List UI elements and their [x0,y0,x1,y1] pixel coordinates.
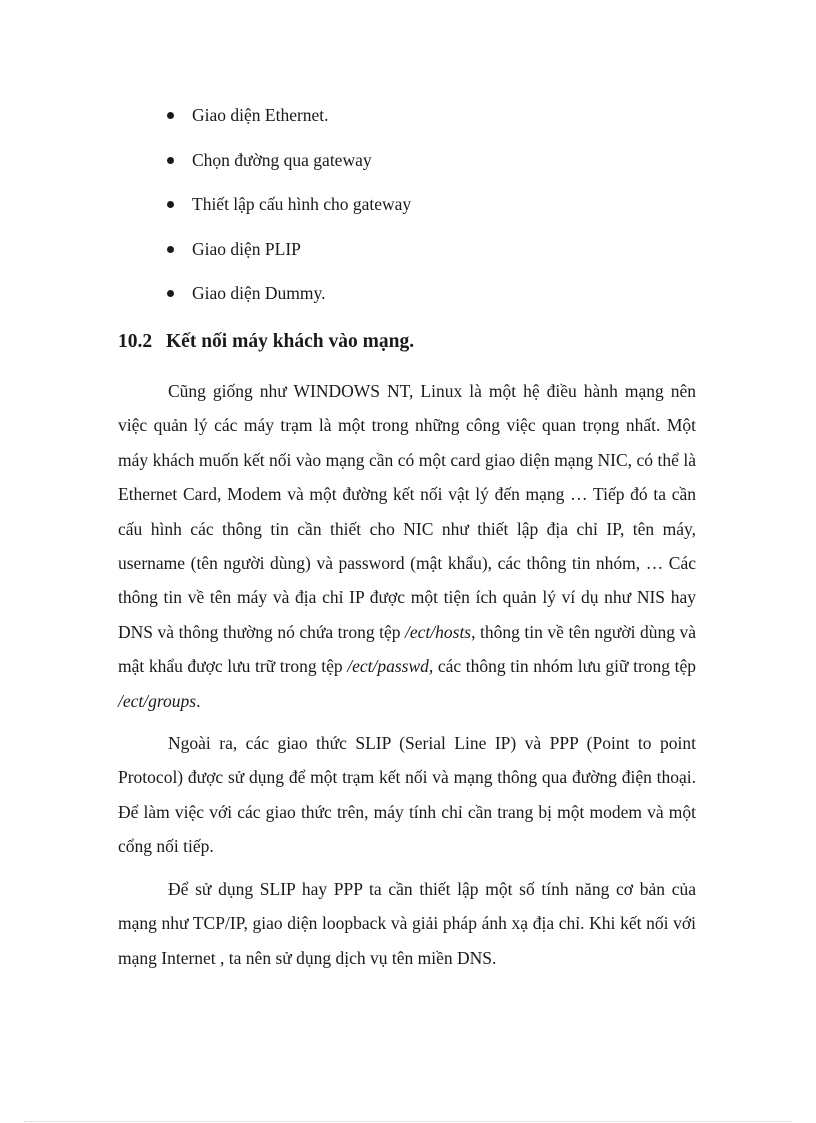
file-path-passwd: /ect/passwd, [347,656,434,677]
paragraph-text: , thông tin về tên người dùng và mật khẩu được lưu trữ trong tệp [118,621,697,677]
bullet-list [166,103,411,326]
bullet-dot-icon [167,112,174,119]
paragraph-text: các thông tin nhóm lưu giữ trong tệp [433,656,697,677]
paragraph-text: Cũng giống như WINDOWS NT, Linux là một hệ điều hành mạng nên việc quản lý các máy trạm là một trong những công việc quan trọng nhất. Một máy khách muốn kết nối vào mạng cần có một card giao diện mạng NIC, có thể là Ethernet Card, Modem và một đường kết nối vật lý đến mạng … Tiếp đó ta cần cấu hình các thông tin cần thiết cho NIC như thiết lập địa chỉ IP, tên máy, username (tên người dùng) và password (mật khẩu), các thông tin nhóm, … Các thông tin về tên máy và địa chỉ IP được một tiện ích quản lý ví dụ như NIS hay DNS và thông thường nó chứa trong tệp [118,381,696,642]
paragraph-slip-ppp: Ngoài ra, các giao thức SLIP (Serial Line IP) và PPP (Point to point Protocol) được sử dụng để một trạm kết nối và mạng thông qua đường điện thoại. Để làm việc với các giao thức trên, máy tính chỉ cần trang bị một modem và một cổng nối tiếp. [118,733,696,857]
file-path-groups: /ect/groups [118,690,197,711]
section-heading [118,328,414,356]
bullet-dot-icon [167,157,174,164]
list-item-text: Thiết lập cấu hình cho gateway [192,194,412,214]
bullet-dot-icon [167,246,174,253]
file-path-hosts: /ect/hosts [405,621,472,642]
paragraph-slip-setup: Để sử dụng SLIP hay PPP ta cần thiết lập một số tính năng cơ bản của mạng như TCP/IP, giao diện loopback và giải pháp ánh xạ địa chỉ. Khi kết nối với mạng Internet , ta nên sử dụng dịch vụ tên miền DNS. [118,879,696,968]
section-number: 10.2 [118,331,153,352]
list-item-text: Giao diện Ethernet. [192,105,329,125]
list-item [166,192,411,237]
list-item-text: Chọn đường qua gateway [192,149,372,170]
bullet-dot-icon [167,201,174,208]
list-item [166,237,411,282]
paragraph-text: . [196,690,201,711]
list-item [166,281,411,326]
list-item-text: Giao diện PLIP [192,238,301,259]
paragraph-client-connection [118,374,696,718]
page-bottom-divider [24,1121,792,1122]
list-item-text: Giao diện Dummy. [192,283,326,303]
section-title: Kết nối máy khách vào mạng. [166,331,415,352]
list-item [166,103,411,148]
bullet-dot-icon [167,290,174,297]
list-item [166,148,411,193]
